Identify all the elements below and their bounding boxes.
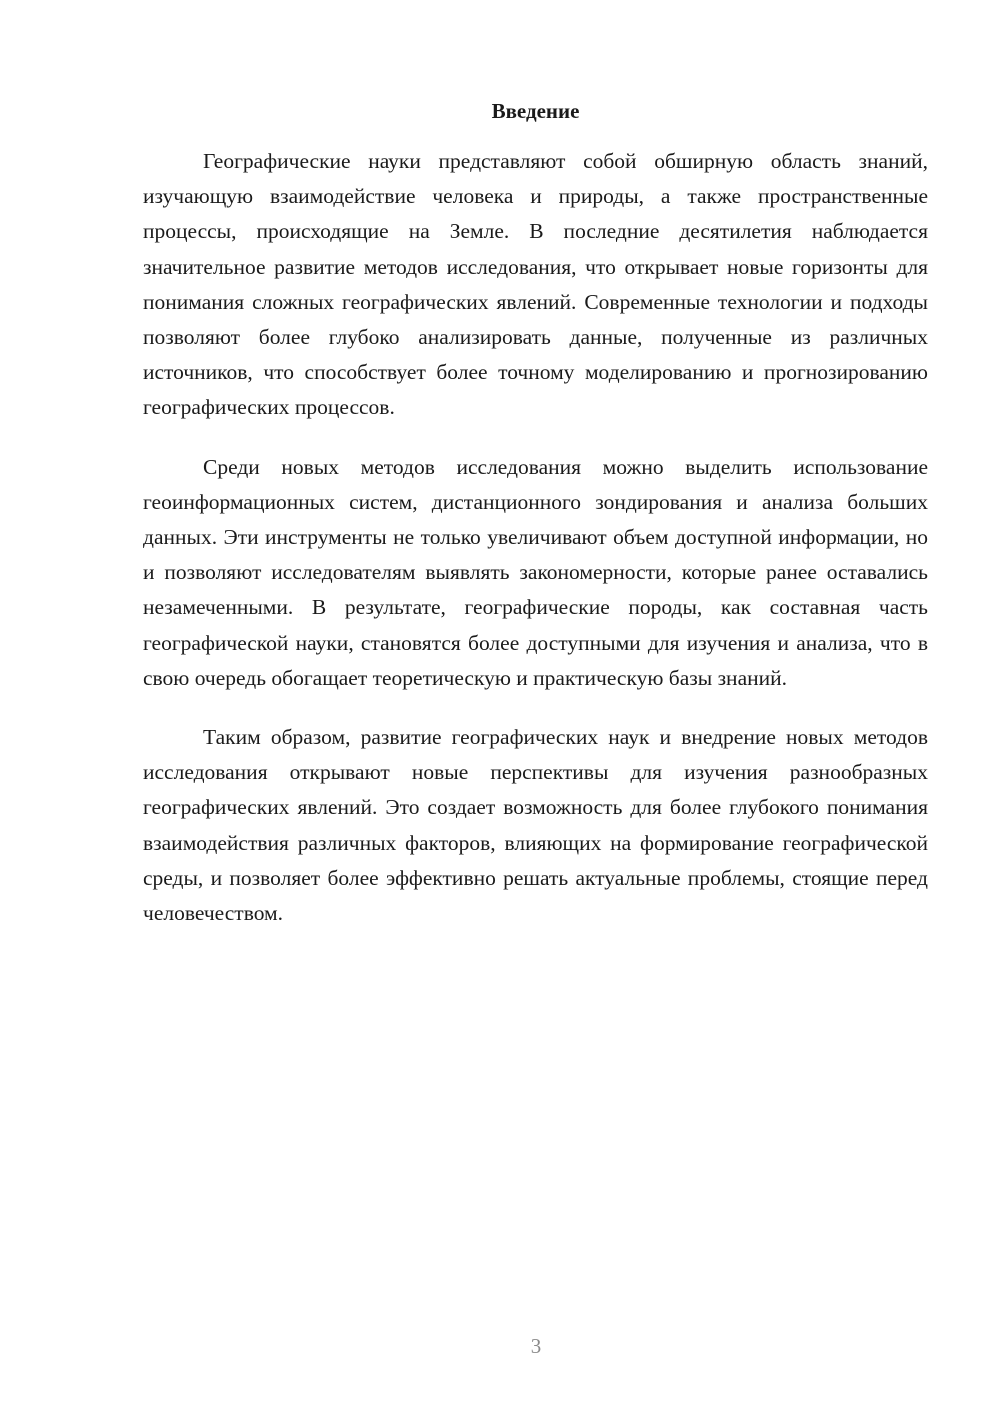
paragraph-2: Среди новых методов исследования можно выделить использование геоинформационных систем, дистанционного зондирования и анализа больших данных. Эти инструменты не только увеличивают объем доступной информации, но и позволяют исследователям выявлять закономерности, которые ранее оставались незамеченными. В результате, географические породы, как составная часть географической науки, становятся более доступными для изучения и анализа, что в свою очередь обогащает теоретическую и практическую базы знаний. [143,454,928,690]
page-number: 3 [530,1334,542,1358]
page-title: Введение [491,99,580,123]
paragraph-1: Географические науки представляют собой обширную область знаний, изучающую взаимодействие человека и природы, а также пространственные процессы, происходящие на Земле. В последние десятилетия наблюдается значительное развитие методов исследования, что открывает новые горизонты для понимания сложных географических явлений. Современные технологии и подходы позволяют более глубоко анализировать данные, полученные из различных источников, что способствует более точному моделированию и прогнозированию географических процессов. [143,149,928,420]
paragraph-3: Таким образом, развитие географических наук и внедрение новых методов исследования открывают новые перспективы для изучения разнообразных географических явлений. Это создает возможность для более глубокого понимания взаимодействия различных факторов, влияющих на формирование географической среды, и позволяет более эффективно решать актуальные проблемы, стоящие перед человечеством. [143,725,928,926]
page-content [143,94,928,955]
